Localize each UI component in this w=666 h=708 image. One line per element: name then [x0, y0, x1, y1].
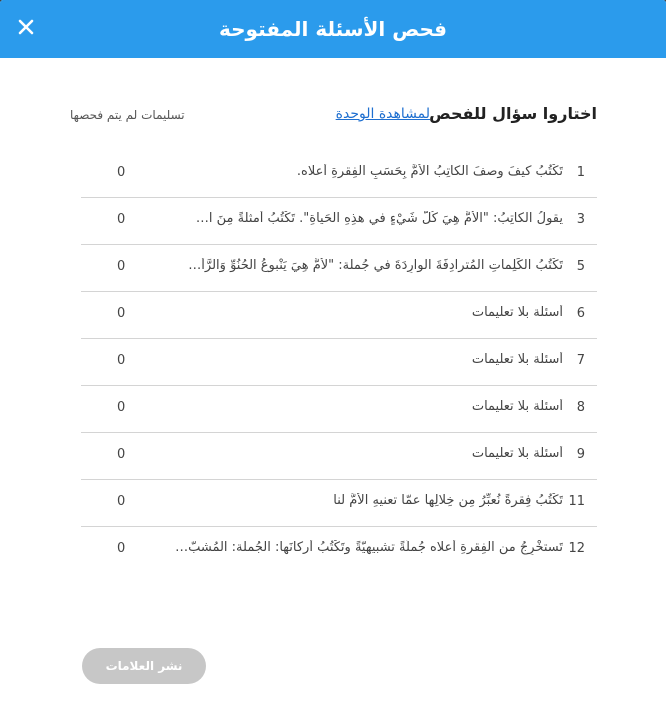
- question-text: أسئلة بلا تعليمات: [471, 399, 563, 414]
- question-text: تَكْتُبُ كيفَ وصفَ الكاتِبُ الأُمَّ بِحَسَبِ الفِقرةِ أعلاه.: [296, 164, 563, 179]
- question-number: 11: [568, 494, 585, 509]
- close-button[interactable]: [12, 13, 40, 41]
- question-row[interactable]: [81, 245, 597, 292]
- unreviewed-count: 0: [117, 353, 126, 368]
- question-number: 6: [576, 306, 585, 321]
- unreviewed-count: 0: [117, 259, 126, 274]
- question-text: تَكْتُبُ فِقرةً نُعبِّرُ مِن خِلالِها عمّا تعنيهِ الأمُّ لنا: [333, 493, 563, 508]
- list-header: [0, 100, 666, 132]
- unreviewed-count: 0: [117, 165, 126, 180]
- question-row[interactable]: [81, 433, 597, 480]
- question-text: يقولُ الكاتِبُ: "الأُمُّ هِيَ كُلُّ شَيْءٍ في هذِهِ الحَياةِ". تَكْتُبُ أمثلةً مِنَ ا…: [195, 211, 563, 226]
- question-text: أسئلة بلا تعليمات: [471, 305, 563, 320]
- question-text: أسئلة بلا تعليمات: [471, 352, 563, 367]
- unreviewed-count: 0: [117, 400, 126, 415]
- question-row[interactable]: [81, 151, 597, 198]
- question-text: تَستخْرِجُ من الفِقرةِ أعلاه جُملَةً تشبيهيّةً وتَكْتُبُ أركانَها: الجُملة: المُشبّ…: [175, 540, 563, 555]
- question-list: [81, 151, 597, 573]
- question-row[interactable]: [81, 386, 597, 433]
- question-row[interactable]: [81, 292, 597, 339]
- unreviewed-count: 0: [117, 212, 126, 227]
- question-row[interactable]: [81, 480, 597, 527]
- unreviewed-count: 0: [117, 447, 126, 462]
- unreviewed-count: 0: [117, 306, 126, 321]
- question-row[interactable]: [81, 198, 597, 245]
- dialog-header: [0, 0, 666, 58]
- publish-grades-button[interactable]: نشر العلامات: [82, 648, 206, 684]
- question-number: 12: [568, 541, 585, 556]
- dialog-title: فحص الأسئلة المفتوحة: [218, 17, 447, 41]
- question-number: 5: [576, 259, 585, 274]
- close-icon: [12, 13, 40, 41]
- question-row[interactable]: [81, 339, 597, 386]
- question-row[interactable]: [81, 527, 597, 573]
- question-number: 8: [576, 400, 585, 415]
- choose-question-heading: اختاروا سؤال للفحص: [429, 104, 597, 123]
- unreviewed-count: 0: [117, 494, 126, 509]
- unreviewed-submissions-header: تسليمات لم يتم فحصها: [70, 108, 185, 122]
- question-number: 3: [576, 212, 585, 227]
- question-text: أسئلة بلا تعليمات: [471, 446, 563, 461]
- view-unit-link[interactable]: لمشاهدة الوحدة: [335, 106, 430, 122]
- question-text: تَكْتُبُ الكَلِماتِ المُترادِفَةَ الوارِدَةَ في جُملة: "لأمُّ هِيَ يَنْبوعُ الحُنُوِّ وَالرَّأ…: [188, 258, 563, 273]
- question-number: 7: [576, 353, 585, 368]
- unreviewed-count: 0: [117, 541, 126, 556]
- question-number: 9: [576, 447, 585, 462]
- question-number: 1: [576, 165, 585, 180]
